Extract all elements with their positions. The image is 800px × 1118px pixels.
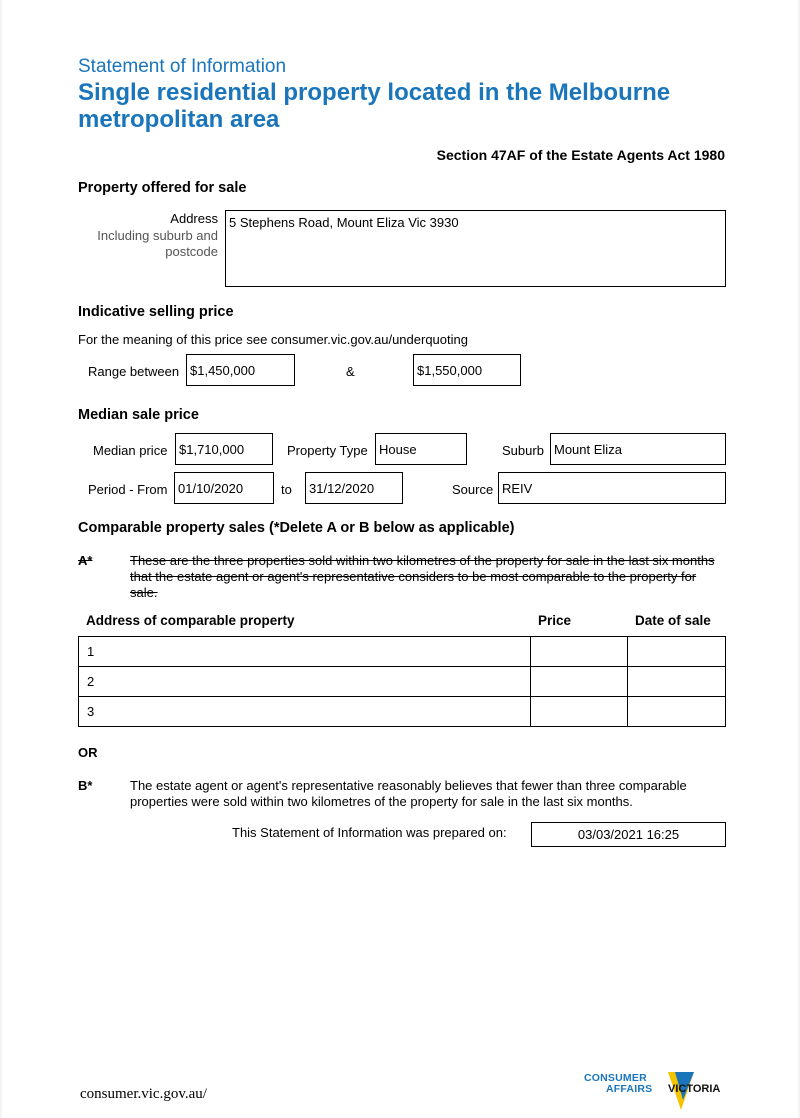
- row-number: 1: [79, 637, 531, 667]
- price-low-field[interactable]: $1,450,000: [186, 354, 295, 386]
- row-number: 2: [79, 667, 531, 697]
- address-label: Address: [170, 211, 218, 226]
- address-sublabel: Including suburb and postcode: [97, 228, 218, 259]
- table-row: [79, 697, 726, 727]
- price-high-field[interactable]: $1,550,000: [413, 354, 521, 386]
- row-date-cell[interactable]: [628, 637, 726, 667]
- col-header-price: Price: [538, 613, 572, 628]
- row-price-cell[interactable]: [531, 667, 628, 697]
- indicative-heading: Indicative selling price: [78, 304, 234, 320]
- median-heading: Median sale price: [78, 407, 199, 423]
- suburb-label: Suburb: [502, 443, 544, 458]
- period-from-field[interactable]: 01/10/2020: [174, 472, 274, 504]
- section-reference: Section 47AF of the Estate Agents Act 1980: [436, 147, 725, 163]
- range-label: Range between: [88, 364, 180, 379]
- option-b-marker: B*: [78, 778, 93, 793]
- period-from-label: Period - From: [88, 482, 168, 497]
- source-label: Source: [452, 482, 494, 497]
- period-to-field[interactable]: 31/12/2020: [305, 472, 403, 504]
- document-title: Single residential property located in the Melbourne metropolitan area: [78, 79, 671, 133]
- prepared-date-field[interactable]: 03/03/2021 16:25: [531, 822, 726, 847]
- option-b-text: The estate agent or agent's representative reasonably believes that fewer than three comparable properties were sold within two kilometres of the property for sale in the last six months.: [130, 778, 687, 809]
- period-to-label: to: [281, 482, 292, 497]
- option-a-marker: A*: [78, 553, 93, 568]
- address-field[interactable]: 5 Stephens Road, Mount Eliza Vic 3930: [225, 210, 726, 287]
- logo-affairs-text: AFFAIRS: [606, 1083, 653, 1095]
- row-number: 3: [79, 697, 531, 727]
- logo-victoria-text: VICTORIA: [668, 1083, 721, 1095]
- median-price-label: Median price: [93, 443, 168, 458]
- table-row: [79, 637, 726, 667]
- col-header-date: Date of sale: [635, 613, 711, 628]
- property-type-label: Property Type: [287, 443, 368, 458]
- col-header-address: Address of comparable property: [86, 613, 295, 628]
- row-price-cell[interactable]: [531, 637, 628, 667]
- document-kicker: Statement of Information: [78, 56, 287, 77]
- comparable-heading: Comparable property sales (*Delete A or B below as applicable): [78, 520, 515, 536]
- footer-url[interactable]: consumer.vic.gov.au/: [80, 1086, 207, 1102]
- option-a-text: These are the three properties sold within two kilometres of the property for sale in the last six months that the estate agent or agent's representative considers to be most comparable to the property for sale.: [130, 553, 715, 600]
- indicative-meaning: For the meaning of this price see consumer.vic.gov.au/underquoting: [78, 332, 468, 347]
- property-heading: Property offered for sale: [78, 180, 247, 196]
- row-price-cell[interactable]: [531, 697, 628, 727]
- median-price-field[interactable]: $1,710,000: [175, 433, 273, 465]
- consumer-affairs-logo: [584, 1068, 726, 1108]
- row-date-cell[interactable]: [628, 667, 726, 697]
- source-field[interactable]: REIV: [498, 472, 726, 504]
- table-row: [79, 667, 726, 697]
- prepared-label: This Statement of Information was prepared on:: [232, 825, 507, 840]
- property-type-field[interactable]: House: [375, 433, 467, 465]
- row-date-cell[interactable]: [628, 697, 726, 727]
- suburb-field[interactable]: Mount Eliza: [550, 433, 726, 465]
- logo-consumer-text: CONSUMER: [584, 1072, 647, 1084]
- or-separator: OR: [78, 745, 98, 760]
- comparable-sales-table: [78, 636, 726, 727]
- document-page: [2, 0, 798, 1118]
- range-ampersand: &: [346, 364, 355, 379]
